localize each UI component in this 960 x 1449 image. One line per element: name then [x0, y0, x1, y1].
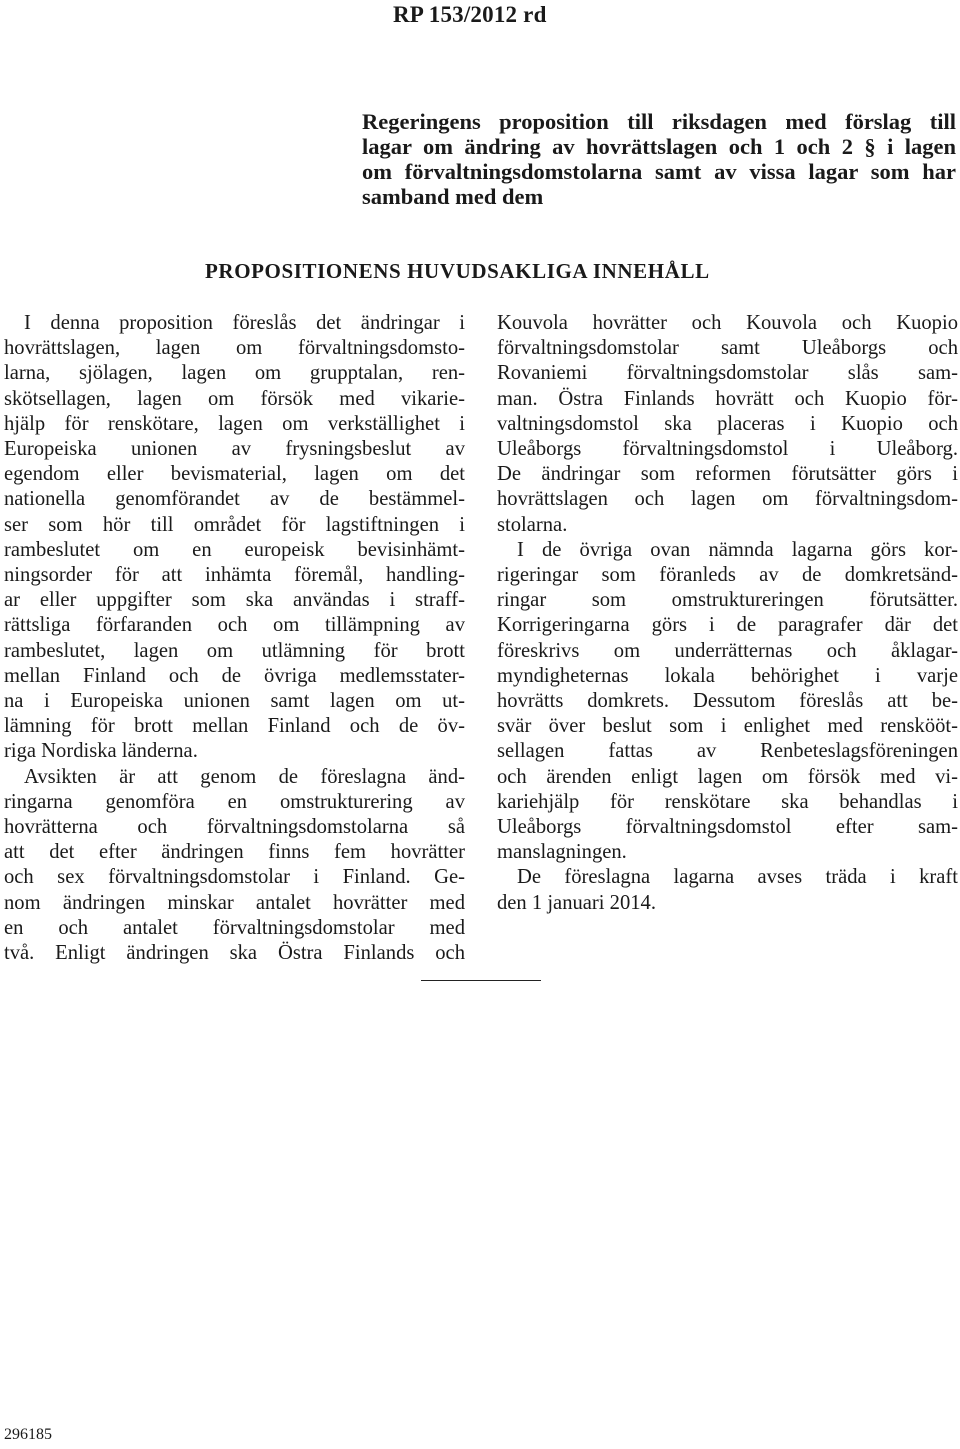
section-heading: PROPOSITIONENS HUVUDSAKLIGA INNEHÅLL [205, 259, 710, 283]
text-line: nom ändringen minskar antalet hovrätter med [4, 891, 465, 914]
title-line: om förvaltningsdomstolarna samt av vissa lagar som har [362, 159, 956, 184]
document-number: RP 153/2012 rd [393, 2, 547, 27]
text-line: riga Nordiska länderna. [4, 740, 198, 763]
text-line: hovrätts domkrets. Dessutom föreslås att be- [497, 690, 958, 713]
text-line: och sex förvaltningsdomstolar i Finland. Ge- [4, 866, 465, 889]
text-line: den 1 januari 2014. [497, 891, 656, 914]
text-line: na i Europeiska unionen samt lagen om ut- [4, 690, 465, 713]
proposition-title [362, 109, 956, 209]
text-line: föreskrivs om underrätternas och åklagar- [497, 639, 958, 662]
text-line: ningsorder för att inhämta föremål, handling- [4, 564, 465, 587]
text-line: och ärenden enligt lagen om försök med vi- [497, 765, 958, 788]
text-line: larna, sjölagen, lagen om grupptalan, ren- [4, 362, 465, 385]
text-line: kariehjälp för renskötare ska behandlas i [497, 790, 958, 813]
left-text-column [4, 311, 465, 966]
text-line: förvaltningsdomstolar samt Uleåborgs och [497, 337, 958, 360]
text-line: Europeiska unionen av frysningsbeslut av [4, 438, 465, 461]
text-line: hovrättslagen, lagen om förvaltningsdomsto- [4, 337, 465, 360]
text-line: Avsikten är att genom de föreslagna änd- [24, 765, 465, 788]
text-line: manslagningen. [497, 841, 627, 864]
text-line: Korrigeringarna görs i de paragrafer där det [497, 614, 958, 637]
text-line: stolarna. [497, 513, 568, 536]
text-line: ser som hör till området för lagstiftningen i [4, 513, 465, 536]
text-line: Rovaniemi förvaltningsdomstolar slås sam- [497, 362, 958, 385]
text-line: hovrättslagen och lagen om förvaltningsdom- [497, 488, 958, 511]
text-line: man. Östra Finlands hovrätt och Kuopio för- [497, 387, 958, 410]
text-line: en och antalet förvaltningsdomstolar med [4, 916, 465, 939]
text-line: skötsellagen, lagen om försök med vikarie- [4, 387, 465, 410]
text-line: valtningsdomstol ska placeras i Kuopio och [497, 412, 958, 435]
page-code: 296185 [4, 1426, 52, 1443]
text-line: Uleåborgs förvaltningsdomstol efter sam- [497, 816, 958, 839]
text-line: hjälp för renskötare, lagen om verkställighet i [4, 412, 465, 435]
text-line: att det efter ändringen finns fem hovrätter [4, 841, 465, 864]
end-rule [421, 980, 541, 981]
text-line: De ändringar som reformen förutsätter görs i [497, 463, 958, 486]
text-line: rambeslutet om en europeisk bevisinhämt- [4, 538, 465, 561]
text-line: hovrätterna och förvaltningsdomstolarna så [4, 816, 465, 839]
text-line: I denna proposition föreslås det ändringar i [24, 312, 465, 334]
text-line: rättsliga förfaranden och om tillämpning av [4, 614, 465, 637]
text-line: ringarna genomföra en omstrukturering av [4, 790, 465, 813]
right-text-column [497, 311, 958, 916]
text-line: svär över beslut som i enlighet med renskööt- [497, 715, 958, 738]
text-line: nationella genomförandet av de bestämmel- [4, 488, 465, 511]
text-line: mellan Finland och de övriga medlemsstater- [4, 664, 465, 687]
text-line: rigeringar som föranleds av de domkretsänd- [497, 564, 958, 587]
text-line: lämning för brott mellan Finland och de öv- [4, 715, 465, 738]
title-line: Regeringens proposition till riksdagen med förslag till [362, 109, 956, 134]
text-line: De föreslagna lagarna avses träda i kraft [517, 866, 958, 889]
text-line: Uleåborgs förvaltningsdomstol i Uleåborg. [497, 438, 958, 461]
text-line: ar eller uppgifter som ska användas i straff- [4, 589, 465, 612]
text-line: egendom eller bevismaterial, lagen om det [4, 463, 465, 486]
text-line: två. Enligt ändringen ska Östra Finlands och [4, 942, 465, 965]
text-line: I de övriga ovan nämnda lagarna görs kor- [517, 538, 958, 561]
text-line: ringar som omstruktureringen förutsätter. [497, 589, 958, 612]
text-line: myndigheternas lokala behörighet i varje [497, 664, 958, 687]
text-line: rambeslutet, lagen om utlämning för brott [4, 639, 465, 662]
title-line: samband med dem [362, 184, 544, 209]
title-line: lagar om ändring av hovrättslagen och 1 och 2 § i lagen [362, 134, 956, 159]
text-line: sellagen fattas av Renbeteslagsföreningen [497, 740, 958, 763]
text-line: Kouvola hovrätter och Kouvola och Kuopio [497, 312, 958, 334]
